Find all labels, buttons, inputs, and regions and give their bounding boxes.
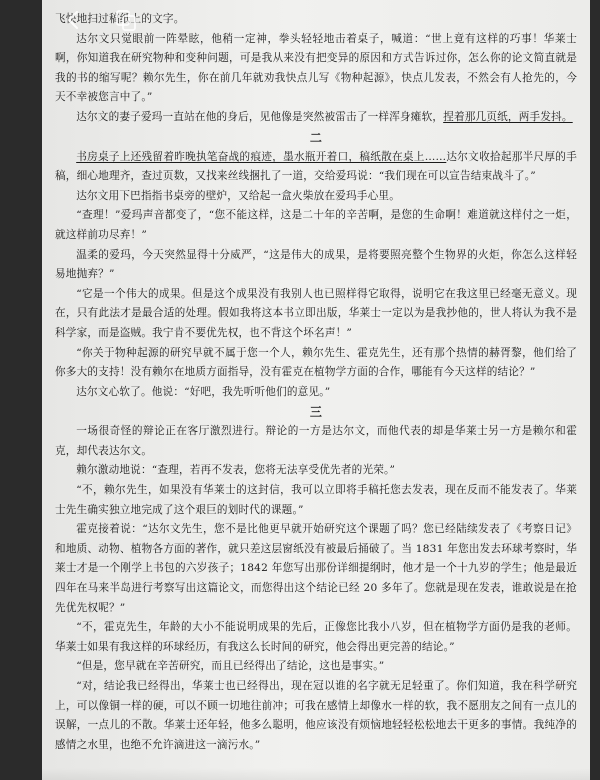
text-span: 达尔文的妻子爱玛一直站在他的身后，见他像是突然被雷击了一样浑身瘫软， [76,110,444,123]
paragraph: “不，霍克先生，年龄的大小不能说明成果的先后，正像您比我小八岁，但在植物学方面仍是我的老师。华莱士如果有我这样的环球经历，有我这么长时间的研究，他会得出更完善的结论。” [55,621,577,653]
viewer-toolbar [42,0,590,40]
underlined-text: 捏着那几页纸，两手发抖。 [443,110,573,123]
underlined-text: 书房桌子上还残留着昨晚执笔奋战的痕迹，墨水瓶开着口，稿纸散在桌上…… [76,150,447,163]
paragraph: “查理！”爱玛声音都变了，“您不能这样，这是二十年的辛苦啊，是您的生命啊！难道就这样付之一炬，就这样前功尽弃！” [55,209,577,241]
paragraph: “但是，您早就在辛苦研究，而且已经得出了结论，这也是事实。” [76,660,385,673]
document-body [55,10,577,755]
section-heading: 二 [309,130,323,145]
paragraph: 达尔文用下巴指指书桌旁的壁炉，又给起一盒火柴放在爱玛手心里。 [76,189,400,202]
text-span: 达尔文收拾起那半尺厚的手稿，细心地理齐，查过页数，又找来丝线捆扎了一道，交给爱玛说：“我们现在可以宣告结束战斗了。” [55,150,577,183]
paragraph: 一场很奇怪的辩论正在客厅激烈进行。辩论的一方是达尔文，而他代表的却是华莱士另一方是赖尔和霍克，却代表达尔文。 [55,425,577,457]
paragraph [55,148,577,187]
paragraph: 达尔文只觉眼前一阵晕眩，他稍一定神，拳头轻轻地击着桌子，喊道：“世上竟有这样的巧事！华莱士啊，你知道我在研究物种和变种问题，可是我从来没有把变异的原因和方式告诉过你，怎么你的论文简直就是我的书的缩写呢？赖尔先生，你在前几年就劝我快点儿写《物种起源》，快点儿发表，不然会有人抢先的，今天不幸被您言中了。” [55,32,577,104]
paragraph: “它是一个伟大的成果。但是这个成果没有我别人也已照样得它取得，说明它在我这里已经毫无意义。现在，只有此法才是最合适的处理。假如我将这本书立即出版，华莱士一定以为是我抄他的，世人将认为我不是科学家，而是盗贼。我宁肯不要优先权，也不背这个坏名声！” [55,287,577,339]
paragraph: 赖尔激动地说：“查理，若再不发表，您将无法享受优先者的光荣。” [76,464,396,477]
paragraph: 霍克接着说：“达尔文先生，您不是比他更早就开始研究这个课题了吗？您已经陆续发表了《考察日记》和地质、动物、植物各方面的著作，就只差这层窗纸没有被最后捅破了。当 1831 年您出发去环球考察时，华莱士才是一个刚学上书包的六岁孩子；1842 年您写出那份详细提纲时，他才是一个十九岁的学生；他是最近四年在马来半岛进行考察写出这篇论文，而您得出这个结论已经 20 多年了。您就是现在发表，谁敢说是在抢先优先权呢？” [55,523,577,614]
paragraph: “你关于物种起源的研究早就不属于您一个人，赖尔先生、霍克先生，还有那个热情的赫胥黎，他们给了你多大的支持！没有赖尔在地质方面指导，没有霍克在植物学方面的合作，哪能有今天这样的结论？” [55,346,577,379]
paragraph: “不，赖尔先生，如果没有华莱士的这封信，我可以立即将手稿托您去发表，现在反而不能发表了。华莱士先生确实独立地完成了这个艰巨的划时代的课题。” [55,484,577,516]
document-page [42,0,590,780]
section-heading: 三 [309,405,323,420]
paragraph: 达尔文心软了。他说：“好吧，我先听听他们的意见。” [76,385,331,398]
paragraph [55,108,577,128]
page-shadow [42,768,590,780]
paragraph: 飞快地扫过稿纸上的文字。 [55,13,185,25]
paragraph: 温柔的爱玛，今天突然显得十分威严，“这是伟大的成果，是将要照亮整个生物界的火炬，你怎么这样轻易地抛弃？” [55,248,577,281]
copy-icon[interactable] [114,8,138,32]
paragraph: “对，结论我已经得出，华莱士也已经得出，现在冠以谁的名字就无足轻重了。你们知道，我在科学研究上，可以像铜一样的硬，可以不顾一切地往前冲；可我在感情上却像水一样的软，我不愿朋友之间有一点儿的误解，一点儿的不散。华莱士还年轻，他多么聪明，他应该没有烦恼地轻轻松松地去干更多的事情。我纯净的感情之水里，也绝不允许滴进这一滴污水。” [55,680,577,751]
chevron-left-icon[interactable] [62,9,84,31]
